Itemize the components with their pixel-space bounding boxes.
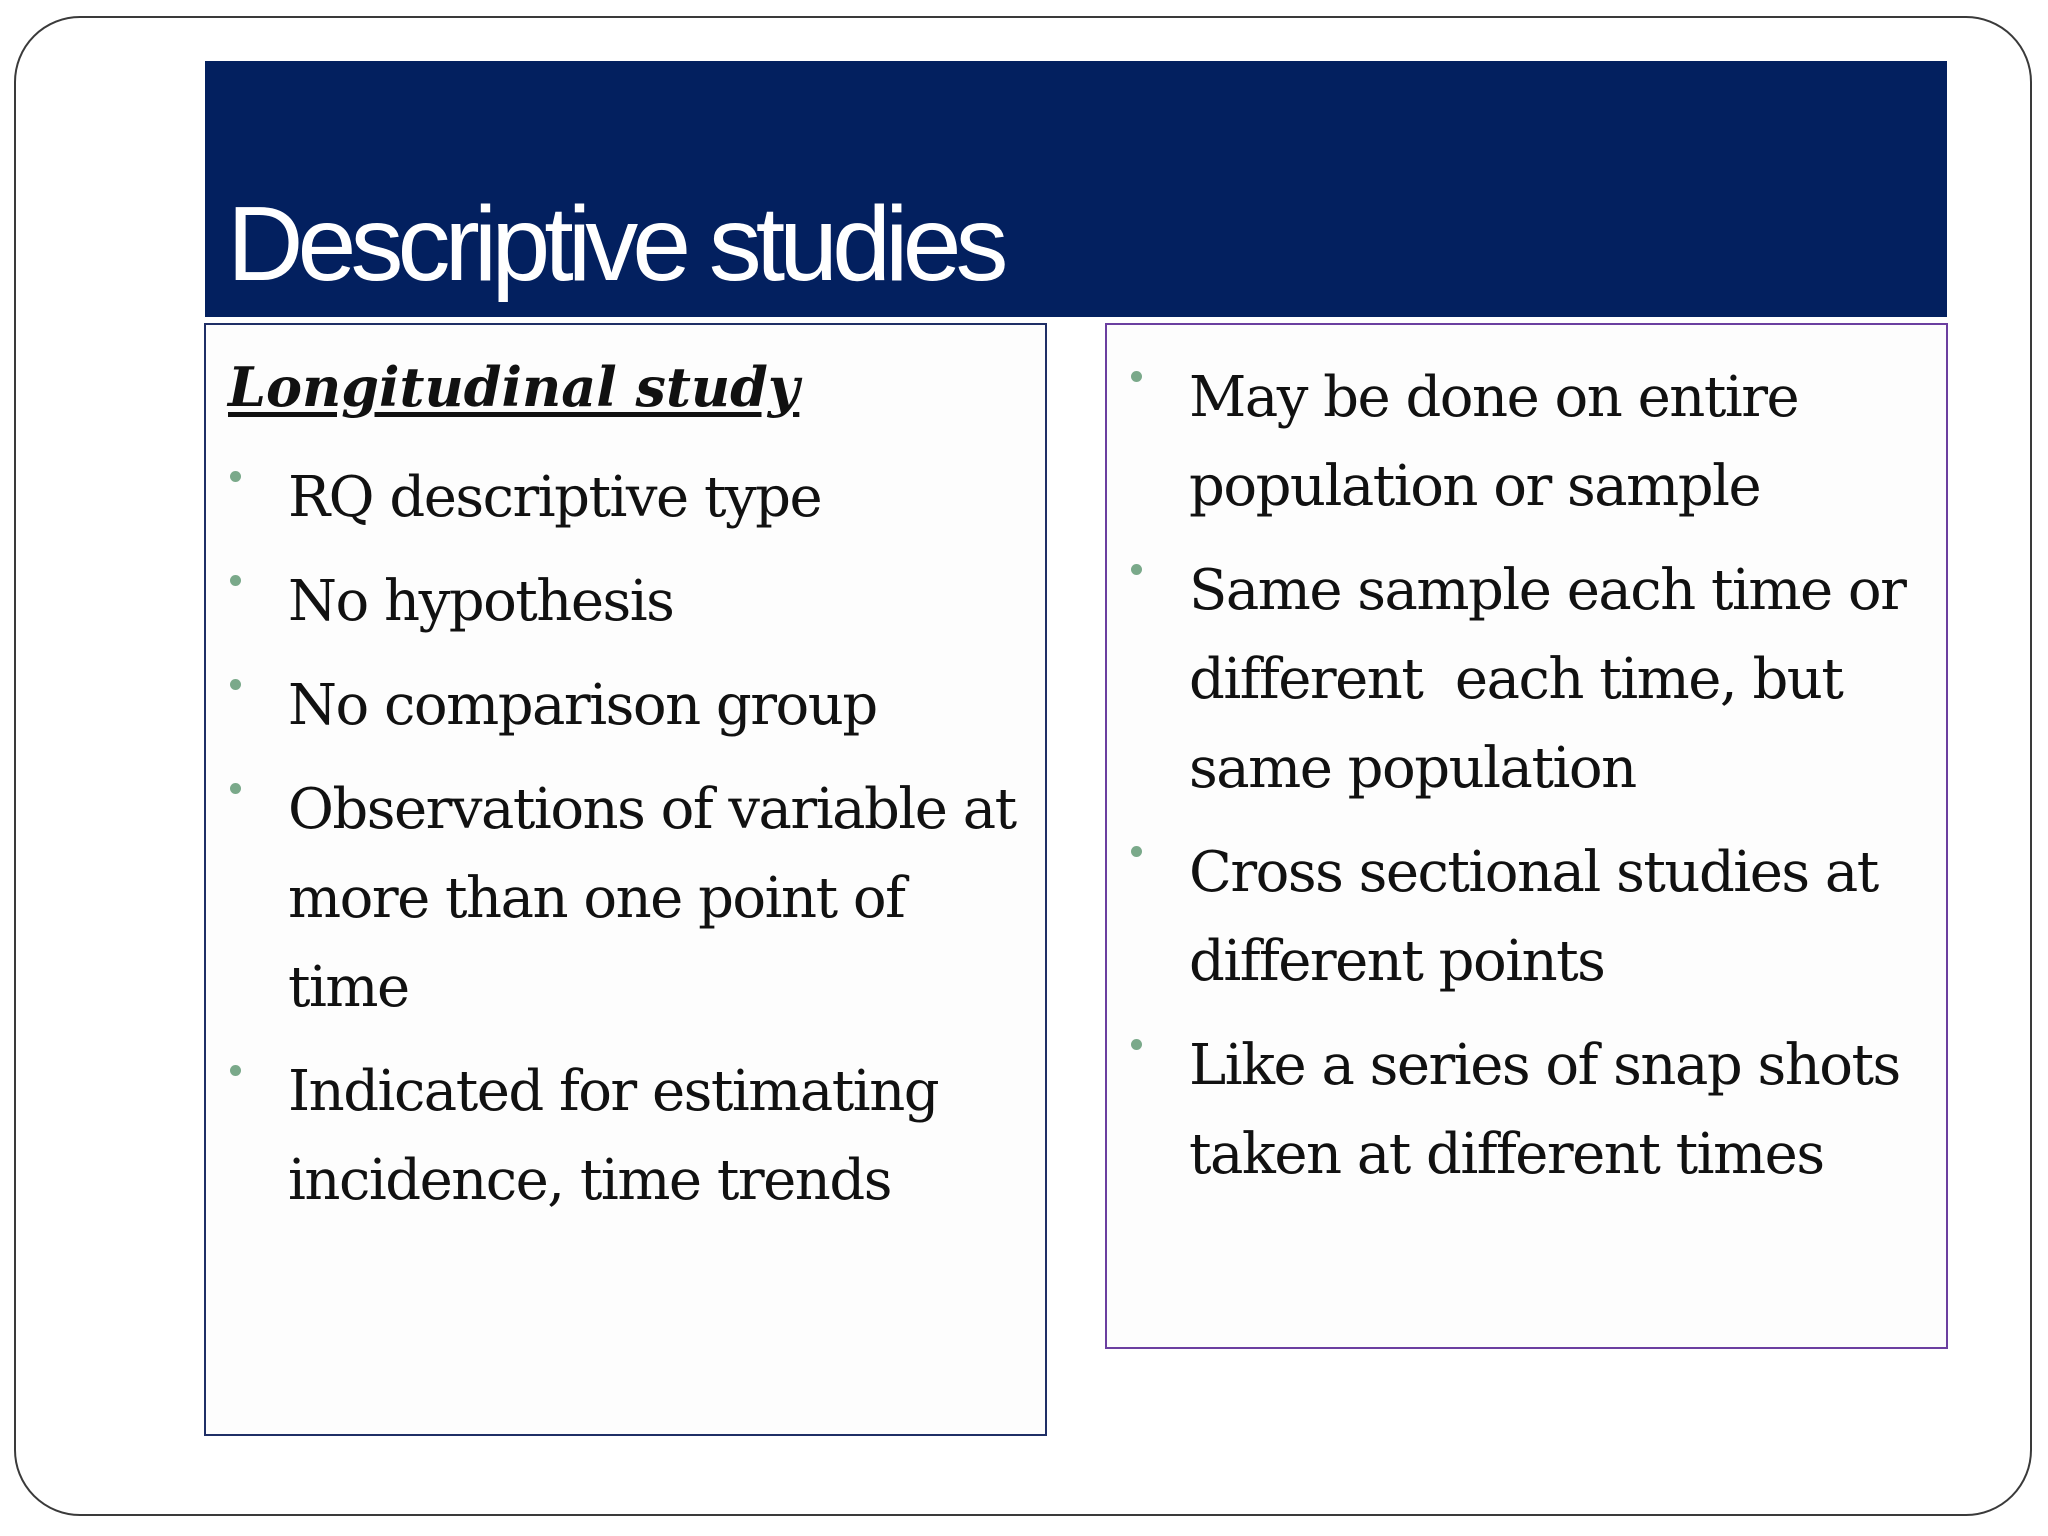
bullet-text: Cross sectional studies at different points — [1189, 840, 1878, 994]
left-content-box — [204, 323, 1047, 1436]
bullet-text: No comparison group — [288, 673, 877, 738]
bullet-dot-icon — [1131, 371, 1142, 382]
list-item — [1127, 828, 1927, 1006]
bullet-dot-icon — [230, 575, 241, 586]
left-box-heading: Longitudinal study — [228, 355, 800, 419]
bullet-dot-icon — [230, 1065, 241, 1076]
bullet-text: May be done on entire population or sample — [1189, 365, 1799, 519]
bullet-dot-icon — [230, 471, 241, 482]
bullet-text: RQ descriptive type — [288, 465, 822, 530]
bullet-text: Same sample each time or different each time, but same population — [1189, 558, 1922, 801]
bullet-text: Indicated for estimating incidence, time trends — [288, 1059, 939, 1213]
bullet-dot-icon — [230, 679, 241, 690]
list-item — [1127, 353, 1927, 531]
list-item — [226, 557, 1026, 646]
right-content-box — [1105, 323, 1948, 1349]
bullet-text: Like a series of snap shots taken at different times — [1189, 1033, 1900, 1187]
bullet-dot-icon — [230, 783, 241, 794]
bullet-text: No hypothesis — [288, 569, 674, 634]
left-bullet-list — [226, 453, 1026, 1240]
list-item — [226, 1047, 1026, 1225]
list-item — [226, 765, 1026, 1032]
right-bullet-list — [1127, 353, 1927, 1214]
list-item — [1127, 1021, 1927, 1199]
list-item — [1127, 546, 1927, 813]
list-item — [226, 453, 1026, 542]
list-item — [226, 661, 1026, 750]
bullet-text: Observations of variable at more than one point of time — [288, 777, 1016, 1020]
title-bar — [205, 61, 1947, 317]
slide-title: Descriptive studies — [227, 185, 1003, 303]
bullet-dot-icon — [1131, 846, 1142, 857]
bullet-dot-icon — [1131, 564, 1142, 575]
bullet-dot-icon — [1131, 1039, 1142, 1050]
